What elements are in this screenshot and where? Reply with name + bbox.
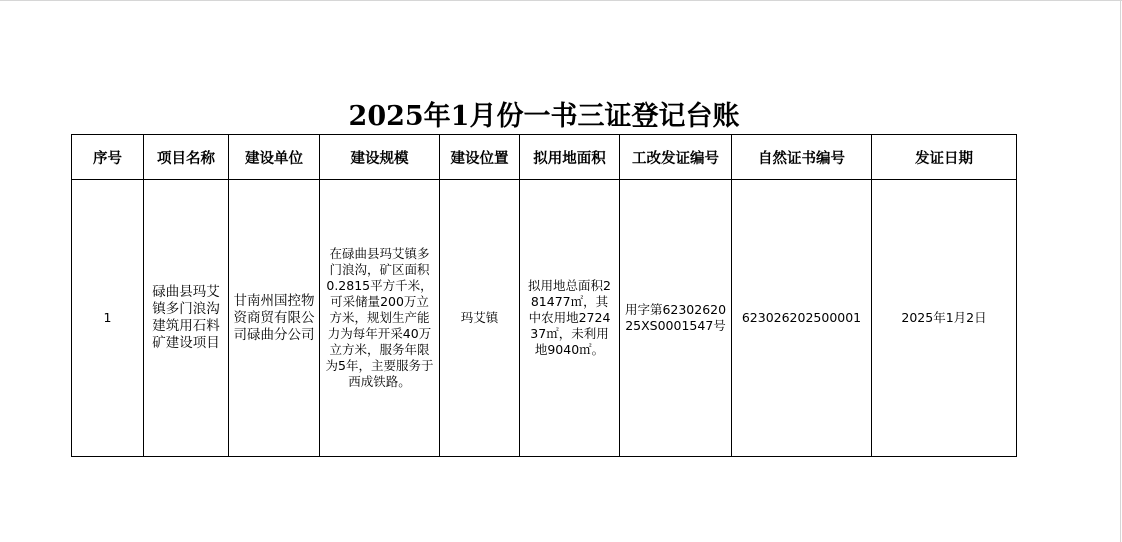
ledger-title: 2025年1月份一书三证登记台账: [348, 101, 740, 132]
header-land-area: 拟用地面积: [520, 135, 620, 180]
ledger-table: [71, 134, 1017, 457]
table-header-row: [72, 135, 1017, 180]
cell-scale: 在碌曲县玛艾镇多门浪沟，矿区面积0.2815平方千米，可采储量200万立方米，规划生产能力为每年开采40万立方米，服务年限为5年，主要服务于西成铁路。: [320, 180, 440, 457]
header-scale: 建设规模: [320, 135, 440, 180]
cell-location: 玛艾镇: [440, 180, 520, 457]
header-nature-cert-no: 自然证书编号: [732, 135, 872, 180]
cell-builder: 甘南州国控物资商贸有限公司碌曲分公司: [229, 180, 320, 457]
cell-land-area: 拟用地总面积281477㎡，其中农用地272437㎡，未利用地9040㎡。: [520, 180, 620, 457]
cell-project-name: 碌曲县玛艾镇多门浪沟建筑用石料矿建设项目: [144, 180, 229, 457]
page-top-border: [0, 0, 1122, 1]
header-issue-date: 发证日期: [872, 135, 1017, 180]
header-permit-no: 工改发证编号: [620, 135, 732, 180]
cell-permit-no: 用字第6230262025XS0001547号: [620, 180, 732, 457]
header-location: 建设位置: [440, 135, 520, 180]
header-project-name: 项目名称: [144, 135, 229, 180]
header-seq: 序号: [72, 135, 144, 180]
cell-seq: 1: [72, 180, 144, 457]
table-row: [72, 180, 1017, 457]
cell-nature-cert-no: 623026202500001: [732, 180, 872, 457]
page-right-border: [1120, 0, 1121, 542]
cell-issue-date: 2025年1月2日: [872, 180, 1017, 457]
header-builder: 建设单位: [229, 135, 320, 180]
